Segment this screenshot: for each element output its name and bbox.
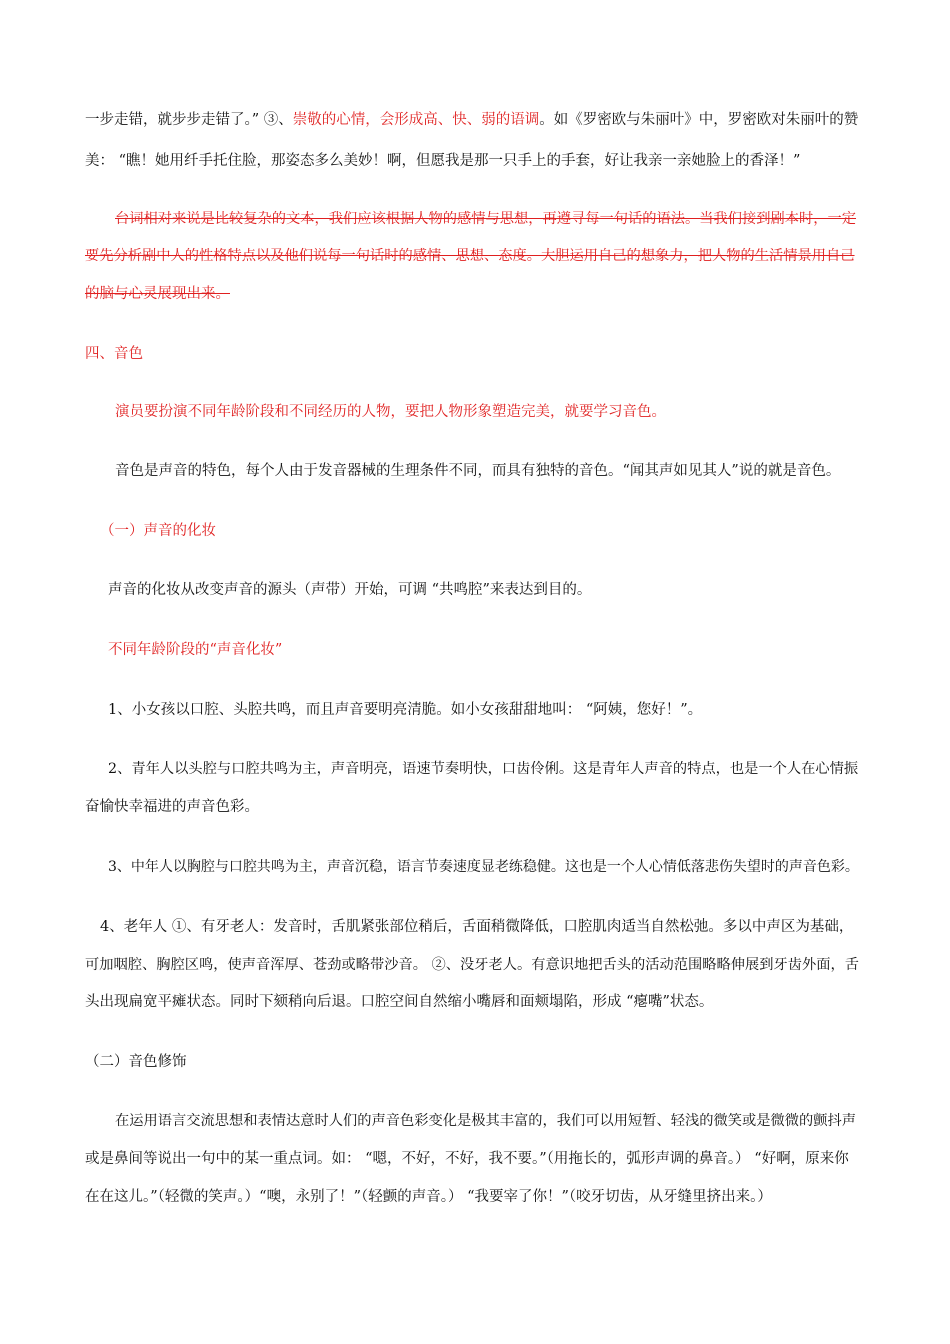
list-item-continuation: 头出现扁宽平瘫状态。同时下颏稍向后退。口腔空间自然缩小嘴唇和面颊塌陷，形成 “瘪嘴”状态。 — [85, 994, 714, 1010]
paragraph-line: 在在这儿。”（轻微的笑声。）“噢，永别了！”（轻颤的声音。） “我要宰了你！”（咬牙切齿，从牙缝里挤出来。） — [85, 1189, 772, 1205]
paragraph-line: 演员要扮演不同年龄阶段和不同经历的人物，要把人物形象塑造完美，就要学习音色。 — [115, 404, 666, 420]
subsection-heading: （二）音色修饰 — [85, 1054, 187, 1070]
text-run: 。如《罗密欧与朱丽叶》中，罗密欧对朱丽叶的赞 — [539, 112, 859, 128]
deleted-text-line: 台词相对来说是比较复杂的文本，我们应该根据人物的感情与思想，再遵寻每一句话的语法。当我们接到剧本时，一定 — [115, 211, 857, 227]
deleted-text-line: 要先分析剧中人的性格特点以及他们说每一句话时的感情、思想、态度。大胆运用自己的想象力，把人物的生活情景用自己 — [85, 248, 855, 264]
paragraph-line: 美： “瞧！她用纤手托住脸，那姿态多么美妙！啊，但愿我是那一只手上的手套，好让我亲一亲她脸上的香泽！” — [85, 153, 801, 169]
section-heading: 四、音色 — [85, 346, 143, 362]
subsection-heading: （一）声音的化妆 — [100, 523, 216, 539]
list-item: 2、青年人以头腔与口腔共鸣为主，声音明亮，语速节奏明快，口齿伶俐。这是青年人声音的特点，也是一个人在心情振 — [108, 761, 859, 777]
subsection-heading: 不同年龄阶段的“声音化妆” — [108, 642, 283, 658]
paragraph-line — [85, 110, 858, 130]
list-item-continuation: 可加咽腔、胸腔区鸣，使声音浑厚、苍劲或略带沙音。 ②、没牙老人。有意识地把舌头的活动范围略略伸展到牙齿外面，舌 — [85, 957, 860, 973]
paragraph-line: 音色是声音的特色，每个人由于发音器械的生理条件不同，而具有独特的音色。“闻其声如见其人”说的就是音色。 — [115, 463, 841, 479]
paragraph-line: 或是鼻间等说出一句中的某一重点词。如： “嗯，不好，不好，我不要。”（用拖长的，弧形声调的鼻音。） “好啊，原来你 — [85, 1151, 849, 1167]
list-item: 1、小女孩以口腔、头腔共鸣，而且声音要明亮清脆。如小女孩甜甜地叫： “阿姨，您好！”。 — [108, 702, 703, 718]
highlight-text: 崇敬的心情，会形成高、快、弱的语调 — [292, 112, 540, 128]
list-item: 4、老年人 ①、有牙老人：发音时，舌肌紧张部位稍后，舌面稍微降低，口腔肌肉适当自然松弛。多以中声区为基础， — [100, 919, 854, 935]
paragraph-line: 声音的化妆从改变声音的源头（声带）开始，可调 “共鸣腔”来表达到目的。 — [108, 582, 592, 598]
paragraph-line: 在运用语言交流思想和表情达意时人们的声音色彩变化是极其丰富的，我们可以用短暂、轻浅的微笑或是微微的颤抖声 — [115, 1113, 857, 1129]
list-item-continuation: 奋愉快幸福进的声音色彩。 — [85, 799, 259, 815]
list-item: 3、中年人以胸腔与口腔共鸣为主，声音沉稳，语言节奏速度显老练稳健。这也是一个人心情低落悲伤失望时的声音色彩。 — [108, 859, 859, 875]
text-run: 一步走错，就步步走错了。” ③、 — [85, 112, 293, 128]
deleted-text-line: 的脑与心灵展现出来。 — [85, 286, 230, 302]
